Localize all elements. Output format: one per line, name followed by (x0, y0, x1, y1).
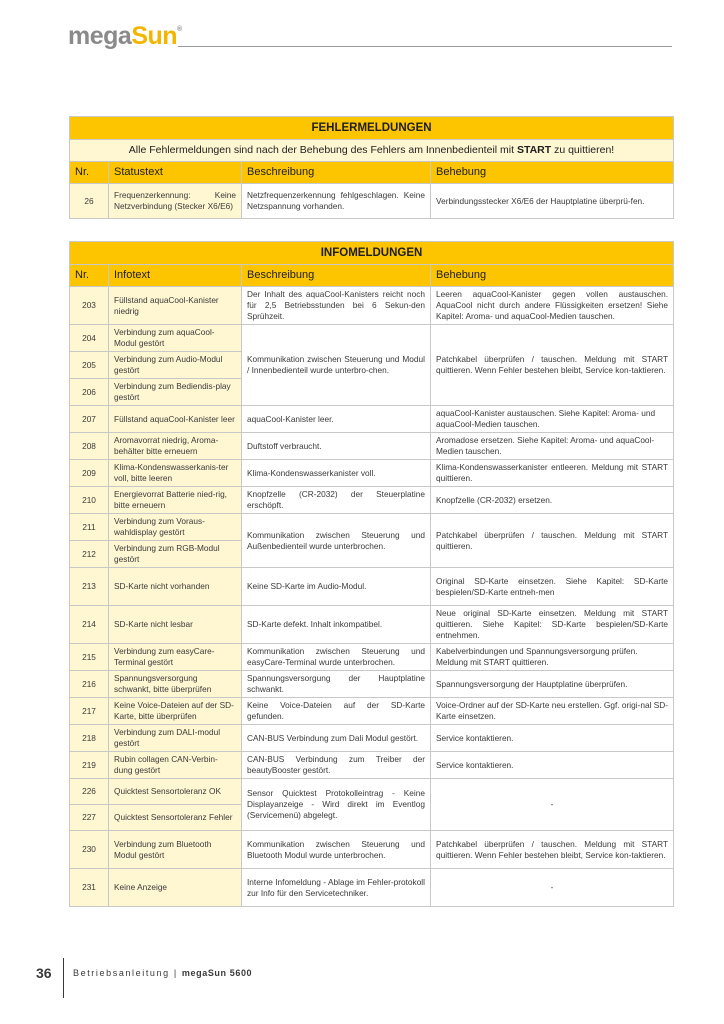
row-beschreibung: Knopfzelle (CR-2032) der Steuerplatine erschöpft. (242, 487, 431, 514)
row-beschreibung: Duftstoff verbraucht. (242, 433, 431, 460)
row-statustext: Frequenzerkennung: Keine Netzverbindung (Stecker X6/E6) (109, 184, 242, 219)
row-beschreibung: Keine SD-Karte im Audio-Modul. (242, 568, 431, 606)
row-behebung: Patchkabel überprüfen / tauschen. Meldung mit START quittieren. (431, 514, 674, 568)
fehler-header-behebung: Behebung (431, 162, 674, 184)
row-behebung: Kabelverbindungen und Spannungsversorgung prüfen. Meldung mit START quittieren. (431, 644, 674, 671)
fehler-title: FEHLERMELDUNGEN (70, 117, 674, 140)
table-row (70, 514, 674, 541)
row-nr: 26 (70, 184, 109, 219)
row-beschreibung: Interne Infomeldung - Ablage im Fehler-protokoll zur Info für den Servicetechniker. (242, 869, 431, 907)
info-header-nr: Nr. (70, 265, 109, 287)
row-behebung: Klima-Kondenswasserkanister entleeren. Meldung mit START quittieren. (431, 460, 674, 487)
row-infotext: SD-Karte nicht vorhanden (109, 568, 242, 606)
row-beschreibung: Der Inhalt des aquaCool-Kanisters reicht noch für 2,5 Betriebsstunden bei 6 Sekun-den Sprühzeit. (242, 287, 431, 325)
table-row (70, 287, 674, 325)
row-beschreibung: CAN-BUS Verbindung zum Treiber der beautyBooster gestört. (242, 752, 431, 779)
row-behebung: Aromadose ersetzen. Siehe Kapitel: Aroma- und aquaCool-Medien tauschen. (431, 433, 674, 460)
info-header-beschreibung: Beschreibung (242, 265, 431, 287)
info-title: INFOMELDUNGEN (70, 242, 674, 265)
logo-text-main: mega (68, 22, 132, 50)
row-infotext: Verbindung zum Voraus-wahldisplay gestört (109, 514, 242, 541)
footer-separator: | (173, 968, 178, 978)
row-beschreibung: Kommunikation zwischen Steuerung und Außenbedienteil wurde unterbrochen. (242, 514, 431, 568)
fehler-subtitle-end: zu quittieren! (551, 144, 615, 156)
row-infotext: Verbindung zum Bediendis-play gestört (109, 379, 242, 406)
footer-doc-title: Betriebsanleitung (73, 968, 170, 978)
row-nr: 218 (70, 725, 109, 752)
row-nr: 219 (70, 752, 109, 779)
row-infotext: Aromavorrat niedrig, Aroma-behälter bitte erneuern (109, 433, 242, 460)
row-nr: 211 (70, 514, 109, 541)
row-beschreibung: Kommunikation zwischen Steuerung und Bluetooth Modul wurde unterbrochen. (242, 831, 431, 869)
row-infotext: Verbindung zum easyCare-Terminal gestört (109, 644, 242, 671)
fehler-subtitle-strong: START (516, 144, 552, 156)
page-number: 36 (36, 965, 52, 981)
row-beschreibung: Netzfrequenzerkennung fehlgeschlagen. Keine Netzspannung vorhanden. (242, 184, 431, 219)
row-behebung: Spannungsversorgung der Hauptplatine überprüfen. (431, 671, 674, 698)
row-infotext: SD-Karte nicht lesbar (109, 606, 242, 644)
row-beschreibung: Sensor Quicktest Protokolleintrag - Keine Displayanzeige - Wird direkt im Eventlog (Servicemenü) abgelegt. (242, 779, 431, 831)
fehlermeldungen-table (69, 116, 674, 219)
infomeldungen-table (69, 241, 674, 907)
row-nr: 212 (70, 541, 109, 568)
row-behebung: Service kontaktieren. (431, 725, 674, 752)
row-beschreibung: Keine Voice-Dateien auf der SD-Karte gefunden. (242, 698, 431, 725)
fehler-subtitle (70, 140, 674, 162)
registered-mark: ® (177, 26, 182, 33)
row-behebung: - (431, 779, 674, 831)
row-beschreibung: aquaCool-Kanister leer. (242, 406, 431, 433)
row-nr: 226 (70, 779, 109, 805)
table-row (70, 433, 674, 460)
logo-text-accent: Sun (131, 22, 178, 50)
fehler-header-beschreibung: Beschreibung (242, 162, 431, 184)
row-beschreibung: Kommunikation zwischen Steuerung und Modul / Innenbedienteil wurde unterbro-chen. (242, 325, 431, 406)
row-infotext: Verbindung zum DALI-modul gestört (109, 725, 242, 752)
row-nr: 227 (70, 805, 109, 831)
row-infotext: Quicktest Sensortoleranz Fehler (109, 805, 242, 831)
table-row (70, 869, 674, 907)
footer-product: megaSun 5600 (181, 968, 253, 978)
row-beschreibung: SD-Karte defekt. Inhalt inkompatibel. (242, 606, 431, 644)
row-beschreibung: Spannungsversorgung der Hauptplatine schwankt. (242, 671, 431, 698)
row-behebung: Verbindungsstecker X6/E6 der Hauptplatine überprü-fen. (431, 184, 674, 219)
fehler-header-status: Statustext (109, 162, 242, 184)
row-infotext: Keine Anzeige (109, 869, 242, 907)
row-nr: 206 (70, 379, 109, 406)
row-infotext: Füllstand aquaCool-Kanister niedrig (109, 287, 242, 325)
row-beschreibung: Klima-Kondenswasserkanister voll. (242, 460, 431, 487)
row-nr: 214 (70, 606, 109, 644)
table-row (70, 725, 674, 752)
row-infotext: Füllstand aquaCool-Kanister leer (109, 406, 242, 433)
table-row (70, 184, 674, 219)
row-infotext: Verbindung zum Bluetooth Modul gestört (109, 831, 242, 869)
row-beschreibung: CAN-BUS Verbindung zum Dali Modul gestört. (242, 725, 431, 752)
row-nr: 208 (70, 433, 109, 460)
row-behebung: Service kontaktieren. (431, 752, 674, 779)
footer-title (73, 968, 252, 978)
table-row (70, 698, 674, 725)
table-row (70, 752, 674, 779)
row-behebung: Patchkabel überprüfen / tauschen. Meldung mit START quittieren. Wenn Fehler bestehen bleibt, Service kon-taktieren. (431, 325, 674, 406)
row-behebung: Neue original SD-Karte einsetzen. Meldung mit START quittieren. Siehe Kapitel: SD-Karte bespielen/SD-Karte entnehmen. (431, 606, 674, 644)
header-rule (178, 46, 672, 47)
row-nr: 210 (70, 487, 109, 514)
row-nr: 207 (70, 406, 109, 433)
row-nr: 213 (70, 568, 109, 606)
row-behebung: Knopfzelle (CR-2032) ersetzen. (431, 487, 674, 514)
row-infotext: Spannungsversorgung schwankt, bitte überprüfen (109, 671, 242, 698)
table-row (70, 779, 674, 805)
table-row (70, 606, 674, 644)
table-row (70, 460, 674, 487)
row-infotext: Verbindung zum Audio-Modul gestört (109, 352, 242, 379)
row-nr: 205 (70, 352, 109, 379)
info-header-behebung: Behebung (431, 265, 674, 287)
row-nr: 231 (70, 869, 109, 907)
row-behebung: Voice-Ordner auf der SD-Karte neu erstellen. Ggf. origi-nal SD-Karte einsetzen. (431, 698, 674, 725)
row-nr: 203 (70, 287, 109, 325)
row-nr: 230 (70, 831, 109, 869)
info-header-infotext: Infotext (109, 265, 242, 287)
footer-divider (63, 958, 64, 998)
row-nr: 204 (70, 325, 109, 352)
row-behebung: Patchkabel überprüfen / tauschen. Meldung mit START quittieren. Wenn Fehler bestehen bleibt, Service kon-taktieren. (431, 831, 674, 869)
table-row (70, 325, 674, 352)
table-row (70, 831, 674, 869)
table-row (70, 487, 674, 514)
table-row (70, 568, 674, 606)
row-nr: 215 (70, 644, 109, 671)
row-nr: 209 (70, 460, 109, 487)
row-nr: 216 (70, 671, 109, 698)
row-infotext: Rubin collagen CAN-Verbin-dung gestört (109, 752, 242, 779)
table-row (70, 671, 674, 698)
row-behebung: Leeren aquaCool-Kanister gegen vollen austauschen. AquaCool nicht durch andere Flüssigkeiten ersetzen! Siehe Kapitel: Aroma- und aquaCool-Medien tauschen. (431, 287, 674, 325)
row-infotext: Energievorrat Batterie nied-rig, bitte erneuern (109, 487, 242, 514)
row-infotext: Klima-Kondenswasserkanis-ter voll, bitte leeren (109, 460, 242, 487)
row-beschreibung: Kommunikation zwischen Steuerung und easyCare-Terminal wurde unterbrochen. (242, 644, 431, 671)
row-behebung: - (431, 869, 674, 907)
fehler-subtitle-text: Alle Fehlermeldungen sind nach der Behebung des Fehlers am Innenbedienteil mit (128, 144, 517, 156)
brand-logo (68, 22, 182, 51)
row-behebung: aquaCool-Kanister austauschen. Siehe Kapitel: Aroma- und aquaCool-Medien tauschen. (431, 406, 674, 433)
table-row (70, 644, 674, 671)
fehler-header-nr: Nr. (70, 162, 109, 184)
row-infotext: Keine Voice-Dateien auf der SD-Karte, bitte überprüfen (109, 698, 242, 725)
row-infotext: Verbindung zum aquaCool-Modul gestört (109, 325, 242, 352)
row-behebung: Original SD-Karte einsetzen. Siehe Kapitel: SD-Karte bespielen/SD-Karte entneh-men (431, 568, 674, 606)
row-infotext: Quicktest Sensortoleranz OK (109, 779, 242, 805)
table-row (70, 406, 674, 433)
row-nr: 217 (70, 698, 109, 725)
row-infotext: Verbindung zum RGB-Modul gestört (109, 541, 242, 568)
